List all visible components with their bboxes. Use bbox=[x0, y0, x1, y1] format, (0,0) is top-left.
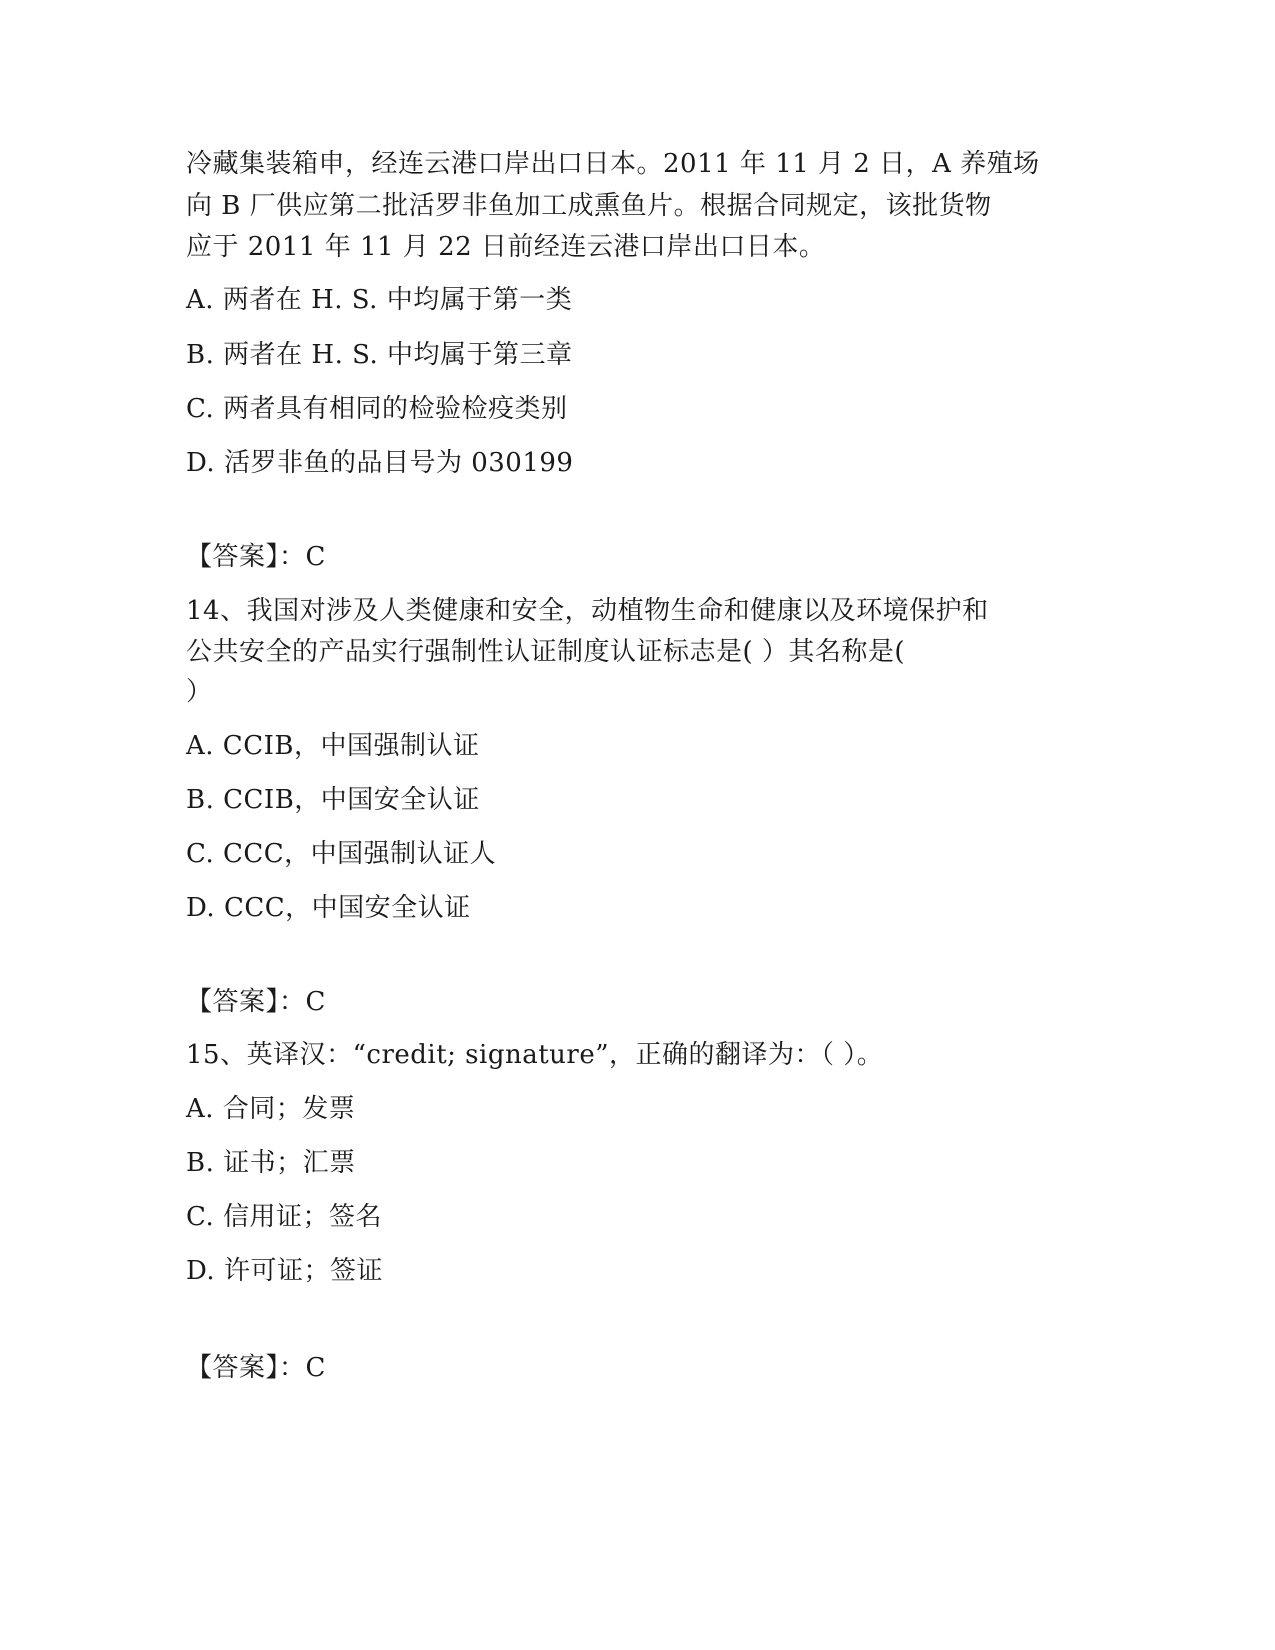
q14-stem-line-3: ） bbox=[186, 677, 213, 707]
q15-option-c: C. 信用证；签名 bbox=[186, 1202, 382, 1232]
q15-option-d: D. 许可证；签证 bbox=[186, 1256, 383, 1286]
q13-option-c: C. 两者具有相同的检验检疫类别 bbox=[186, 394, 568, 424]
q15-answer: 【答案】：C bbox=[186, 1353, 326, 1383]
q13-stem-line-3: 应于 2011 年 11 月 22 日前经连云港口岸出口日本。 bbox=[186, 232, 826, 262]
q14-option-d: D. CCC，中国安全认证 bbox=[186, 893, 471, 923]
q13-stem-line-2: 向 B 厂供应第二批活罗非鱼加工成熏鱼片。根据合同规定，该批货物 bbox=[186, 191, 992, 221]
q14-stem-line-2: 公共安全的产品实行强制性认证制度认证标志是( ）其名称是( bbox=[186, 637, 906, 667]
q13-option-d: D. 活罗非鱼的品目号为 030199 bbox=[186, 448, 574, 478]
q13-stem-line-1: 冷藏集装箱申，经连云港口岸出口日本。2011 年 11 月 2 日，A 养殖场 bbox=[186, 149, 1040, 179]
q15-option-b: B. 证书；汇票 bbox=[186, 1148, 356, 1178]
q15-stem-line-1: 15、英译汉：“credit; signature”，正确的翻译为：（ ）。 bbox=[186, 1040, 884, 1070]
q13-option-b: B. 两者在 H. S. 中均属于第三章 bbox=[186, 340, 573, 370]
q14-option-c: C. CCC，中国强制认证人 bbox=[186, 839, 497, 869]
q14-stem-line-1: 14、我国对涉及人类健康和安全，动植物生命和健康以及环境保护和 bbox=[186, 596, 989, 626]
q14-answer: 【答案】：C bbox=[186, 987, 326, 1017]
q13-option-a: A. 两者在 H. S. 中均属于第一类 bbox=[186, 285, 573, 315]
q15-option-a: A. 合同；发票 bbox=[186, 1094, 356, 1124]
q14-option-a: A. CCIB，中国强制认证 bbox=[186, 731, 480, 761]
q13-answer: 【答案】：C bbox=[186, 542, 326, 572]
q14-option-b: B. CCIB，中国安全认证 bbox=[186, 785, 480, 815]
